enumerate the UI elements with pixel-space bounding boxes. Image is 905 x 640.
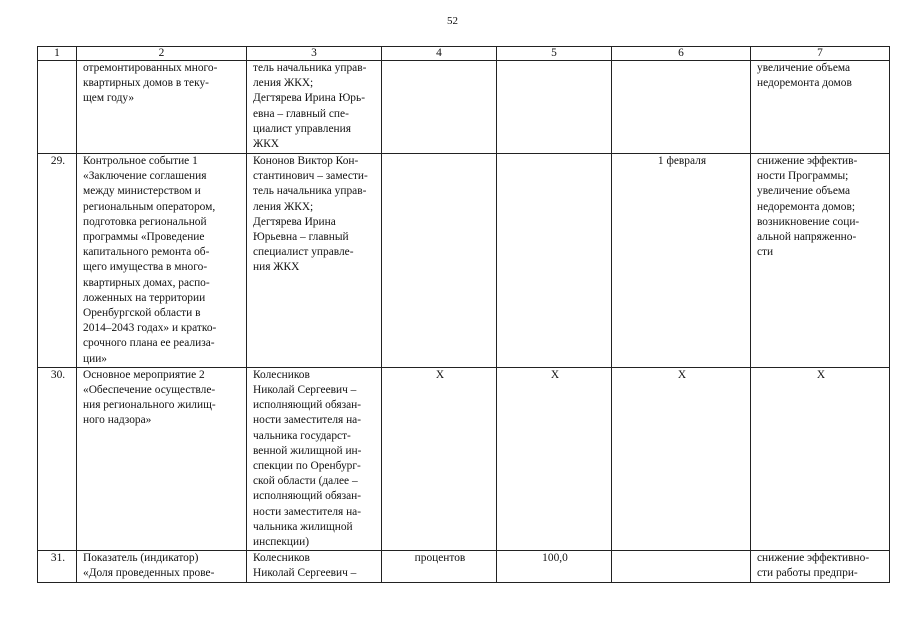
- measure-name: Показатель (индикатор) «Доля проведенных прове-: [77, 551, 247, 582]
- responsible-person: тель начальника управ- ления ЖКХ; Дегтярева Ирина Юрь- евна – главный спе- циалист управления ЖКХ: [247, 61, 382, 154]
- consequences: снижение эффектив- ности Программы; увеличение объема недоремонта домов; возникновение соци- альной напряженно- сти: [751, 154, 890, 368]
- cell-col5: [497, 154, 612, 368]
- cell-col4: [382, 61, 497, 154]
- row-number: [38, 61, 77, 154]
- unit-of-measure: процентов: [382, 551, 497, 582]
- header-row: [38, 47, 890, 61]
- table-row: [38, 61, 890, 154]
- row-number: 31.: [38, 551, 77, 582]
- responsible-person: Колесников Николай Сергеевич –: [247, 551, 382, 582]
- header-cell: 3: [247, 47, 382, 61]
- header-cell: 5: [497, 47, 612, 61]
- cell-col5: [497, 61, 612, 154]
- target-value: 100,0: [497, 551, 612, 582]
- cell-col4: [382, 154, 497, 368]
- measure-name: Контрольное событие 1 «Заключение соглашения между министерством и региональным оператором, подготовка региональной программы «Проведение капитального ремонта об- щего имущества в много- квартирных домах, распо- ложенных на территории Оренбургской области в 2014–2043 годах» и кратко- срочного плана ее реализа- ции»: [77, 154, 247, 368]
- measure-name: Основное мероприятие 2 «Обеспечение осуществле- ния регионального жилищ- ного надзора»: [77, 367, 247, 550]
- cell-col4: X: [382, 367, 497, 550]
- header-cell: 4: [382, 47, 497, 61]
- cell-col5: X: [497, 367, 612, 550]
- header-cell: 2: [77, 47, 247, 61]
- row-number: 30.: [38, 367, 77, 550]
- table-row: [38, 551, 890, 582]
- consequences: снижение эффективно- сти работы предпри-: [751, 551, 890, 582]
- measures-table: [37, 46, 890, 583]
- consequences: увеличение объема недоремонта домов: [751, 61, 890, 154]
- cell-col6: X: [612, 367, 751, 550]
- cell-col6: [612, 551, 751, 582]
- consequences: X: [751, 367, 890, 550]
- table-row: [38, 367, 890, 550]
- page-number: 52: [447, 15, 458, 27]
- header-cell: 6: [612, 47, 751, 61]
- responsible-person: Кононов Виктор Кон- стантинович – замести- тель начальника управ- ления ЖКХ; Дегтярева Ирина Юрьевна – главный специалист управле- ния ЖКХ: [247, 154, 382, 368]
- row-number: 29.: [38, 154, 77, 368]
- measure-name: отремонтированных много- квартирных домов в теку- щем году»: [77, 61, 247, 154]
- table-row: [38, 154, 890, 368]
- header-cell: 7: [751, 47, 890, 61]
- header-cell: 1: [38, 47, 77, 61]
- deadline-date: 1 февраля: [612, 154, 751, 368]
- responsible-person: Колесников Николай Сергеевич – исполняющий обязан- ности заместителя на- чальника государст- венной жилищной ин- спекции по Оренбург- ской области (далее – исполняющий обязан- ности заместителя на- чальника жилищной инспекции): [247, 367, 382, 550]
- cell-col6: [612, 61, 751, 154]
